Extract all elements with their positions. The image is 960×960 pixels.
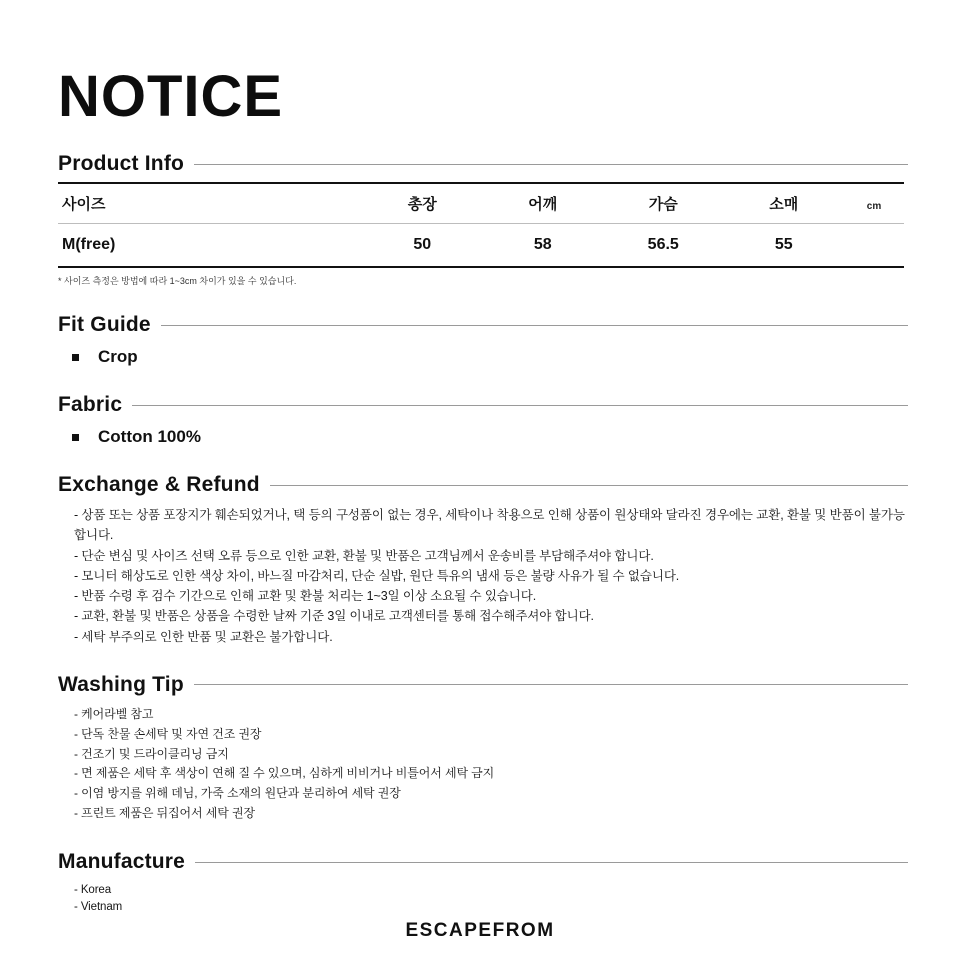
cell-unit-empty xyxy=(844,224,904,268)
section-header-fit-guide xyxy=(58,313,908,337)
section-title-product-info: Product Info xyxy=(58,152,185,175)
column-header-unit xyxy=(844,183,904,224)
cell-shoulder-value: 58 xyxy=(483,224,604,268)
cell-sleeve-value: 55 xyxy=(724,224,845,268)
list-item: - 프린트 제품은 뒤집어서 세탁 권장 xyxy=(74,806,255,821)
list-item: - 면 제품은 세탁 후 색상이 연해 질 수 있으며, 심하게 비비거나 비틀어서 세탁 금지 xyxy=(74,766,495,781)
section-rule xyxy=(270,485,908,486)
cell-length-value: 50 xyxy=(362,224,483,268)
section-rule xyxy=(161,325,908,326)
section-header-product-info xyxy=(58,152,908,176)
list-item: - 단독 찬물 손세탁 및 자연 건조 권장 xyxy=(74,726,262,741)
column-header-length: 총장 xyxy=(362,183,483,224)
list-item: - Korea xyxy=(74,884,112,897)
column-header-size: 사이즈 xyxy=(58,183,362,224)
column-header-shoulder: 어깨 xyxy=(483,183,604,224)
section-title-washing-tip: Washing Tip xyxy=(58,672,184,696)
list-item: - 단순 변심 및 사이즈 선택 오류 등으로 인한 교환, 환불 및 반품은 고객님께서 운송비를 부담해주셔야 합니다. xyxy=(74,548,654,563)
exchange-refund-list xyxy=(58,505,908,647)
size-table xyxy=(58,182,904,268)
list-item: - 세탁 부주의로 인한 반품 및 교환은 불가합니다. xyxy=(74,629,333,644)
section-rule xyxy=(195,862,908,863)
list-item: - 교환, 환불 및 반품은 상품을 수령한 날짜 기준 3일 이내로 고객센터를 통해 접수해주셔야 합니다. xyxy=(74,609,594,624)
table-header-row xyxy=(58,183,904,224)
column-header-chest: 가슴 xyxy=(603,183,724,224)
table-row xyxy=(58,224,904,268)
column-header-sleeve: 소매 xyxy=(724,183,845,224)
manufacture-list xyxy=(58,882,908,917)
notice-content xyxy=(58,64,908,917)
unit-label: cm xyxy=(866,201,882,212)
list-item: Crop xyxy=(72,347,908,367)
list-item: - 케어라벨 참고 xyxy=(74,706,154,721)
section-title-exchange-refund: Exchange & Refund xyxy=(58,473,260,496)
fabric-list xyxy=(58,427,908,447)
section-rule xyxy=(132,405,908,406)
section-header-manufacture xyxy=(58,850,908,874)
list-item: - Vietnam xyxy=(74,901,123,914)
list-item: - 건조기 및 드라이클리닝 금지 xyxy=(74,746,229,761)
list-item: - 모니터 해상도로 인한 색상 차이, 바느질 마감처리, 단순 실밥, 원단 특유의 냄새 등은 불량 사유가 될 수 없습니다. xyxy=(74,568,680,583)
list-item: - 반품 수령 후 검수 기간으로 인해 교환 및 환불 처리는 1~3일 이상 소요될 수 있습니다. xyxy=(74,589,537,603)
section-title-manufacture: Manufacture xyxy=(58,850,186,874)
section-header-exchange-refund xyxy=(58,473,908,497)
section-rule xyxy=(194,684,908,685)
cell-size-value: M(free) xyxy=(58,224,362,268)
fit-guide-list xyxy=(58,347,908,367)
section-header-washing-tip xyxy=(58,673,908,697)
size-measure-note: * 사이즈 측정은 방법에 따라 1~3cm 차이가 있을 수 있습니다. xyxy=(58,276,297,286)
section-rule xyxy=(194,164,908,165)
washing-tip-list xyxy=(58,705,908,824)
list-item: - 이염 방지를 위해 데님, 가죽 소재의 원단과 분리하여 세탁 권장 xyxy=(74,786,401,801)
page-title: NOTICE xyxy=(58,64,284,129)
list-item: Cotton 100% xyxy=(72,427,908,447)
footer-brand: ESCAPEFROM xyxy=(405,920,555,941)
section-header-fabric xyxy=(58,393,908,417)
list-item: - 상품 또는 상품 포장지가 훼손되었거나, 택 등의 구성품이 없는 경우, 세탁이나 착용으로 인해 상품이 원상태와 달라진 경우에는 교환, 환불 및 반품이 불가능합니다. xyxy=(74,508,905,543)
section-title-fit-guide: Fit Guide xyxy=(58,313,151,336)
product-info-table-wrap xyxy=(58,182,908,287)
section-title-fabric: Fabric xyxy=(58,393,123,416)
cell-chest-value: 56.5 xyxy=(603,224,724,268)
